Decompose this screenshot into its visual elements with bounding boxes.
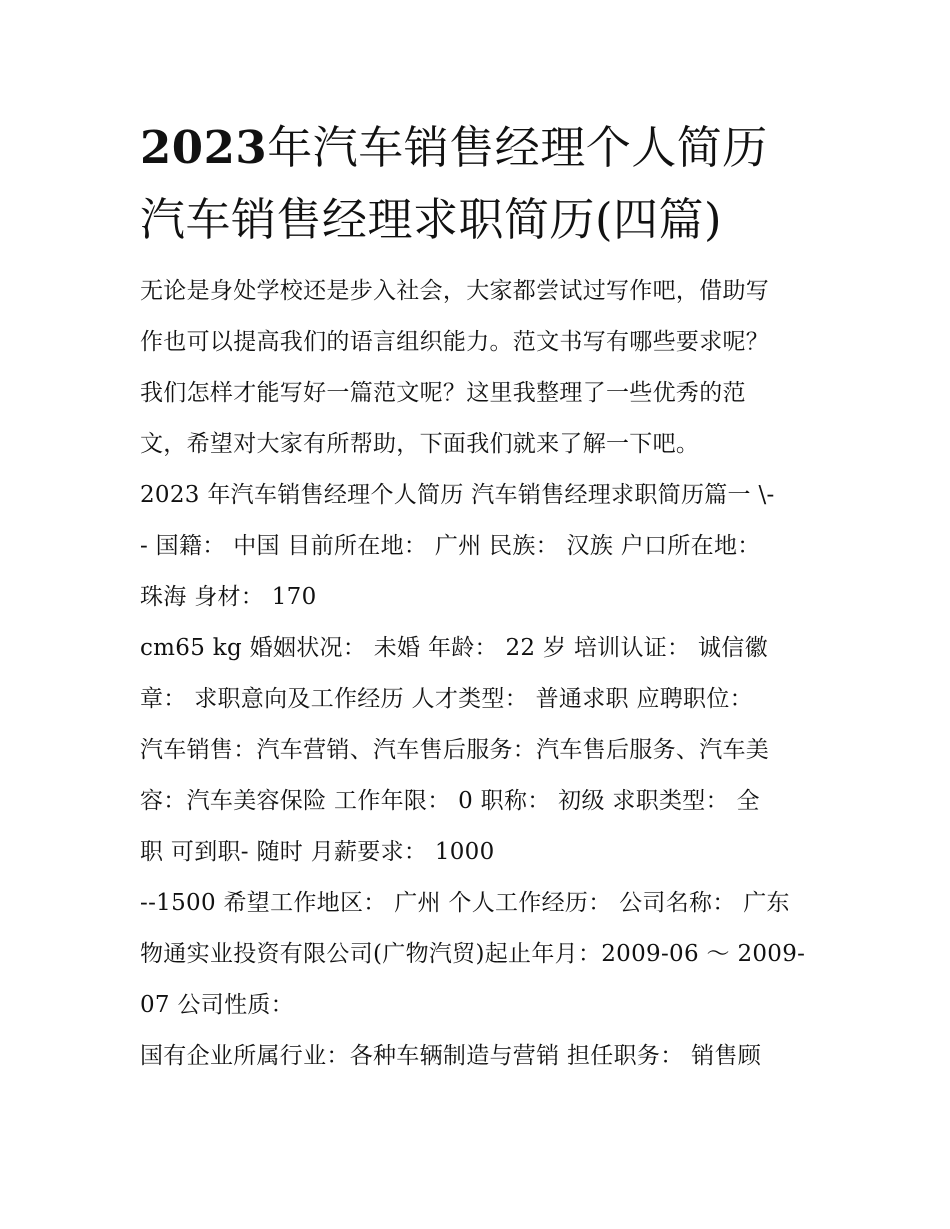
title-line-1-text: 年汽车销售经理个人简历 — [267, 121, 768, 174]
intro-line: 文，希望对大家有所帮助，下面我们就来了解一下吧。 — [140, 431, 700, 457]
body-line: 2023 年汽车销售经理个人简历 汽车销售经理求职简历篇一 \- — [140, 482, 775, 508]
body-line: - 国籍： 中国 目前所在地： 广州 民族： 汉族 户口所在地： — [140, 533, 761, 559]
resume-body — [140, 470, 815, 1082]
intro-line: 我们怎样才能写好一篇范文呢？这里我整理了一些优秀的范 — [140, 380, 746, 406]
body-line: cm65 kg 婚姻状况： 未婚 年龄： 22 岁 培训认证： 诚信徽 — [140, 635, 768, 661]
title-line-1 — [140, 112, 815, 184]
body-line: 物通实业投资有限公司(广物汽贸)起止年月：2009-06 ～ 2009- — [140, 941, 806, 967]
document-page — [140, 112, 815, 1082]
body-line: 职 可到职- 随时 月薪要求： 1000 — [140, 839, 495, 865]
intro-line: 作也可以提高我们的语言组织能力。范文书写有哪些要求呢？ — [140, 329, 770, 355]
body-line: 珠海 身材： 170 — [140, 584, 317, 610]
intro-line: 无论是身处学校还是步入社会，大家都尝试过写作吧，借助写 — [140, 278, 770, 304]
body-line: 07 公司性质： — [140, 992, 294, 1018]
body-line: --1500 希望工作地区： 广州 个人工作经历： 公司名称： 广东 — [140, 890, 790, 916]
document-title — [140, 112, 815, 256]
intro-paragraph — [140, 266, 815, 470]
title-line-2: 汽车销售经理求职简历(四篇) — [140, 193, 723, 246]
body-line: 汽车销售：汽车营销、汽车售后服务：汽车售后服务、汽车美 — [140, 737, 770, 763]
body-line: 国有企业所属行业：各种车辆制造与营销 担任职务： 销售顾 — [140, 1043, 762, 1069]
body-line: 章： 求职意向及工作经历 人才类型： 普通求职 应聘职位： — [140, 686, 753, 712]
title-year: 2023 — [140, 121, 268, 174]
body-line: 容：汽车美容保险 工作年限： 0 职称： 初级 求职类型： 全 — [140, 788, 760, 814]
